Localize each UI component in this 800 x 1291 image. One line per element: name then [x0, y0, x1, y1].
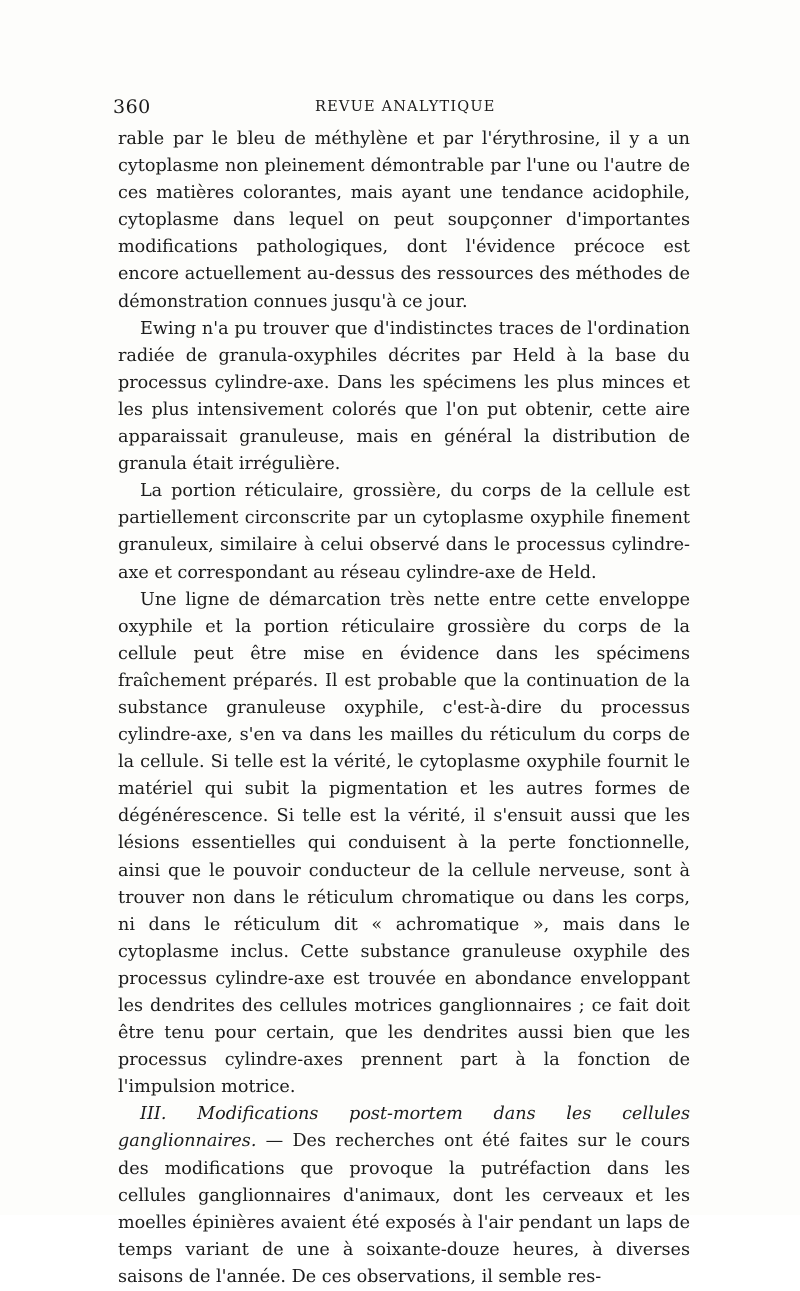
- body-text: [118, 126, 690, 1291]
- paragraph-continuation: rable par le bleu de méthylène et par l'érythrosine, il y a un cytoplasme non pleinement démontrable par l'une ou l'autre de ces matières colorantes, mais ayant une tendance acidophile, cytoplasme dans lequel on peut soupçonner d'importantes modifications pathologiques, dont l'évidence précoce est encore actuellement au-dessus des ressources des méthodes de démonstration connues jusqu'à ce jour.: [118, 129, 690, 312]
- section-text: — Des recherches ont été faites sur le cours des modifications que provoque la putréfaction dans les cellules ganglionnaires d'animaux, dont les cerveaux et les moelles épinières avaient été exposés à l'air pendant un laps de temps variant de une à soixante-douze heures, à diverses saisons de l'année. De ces observations, il semble res-: [118, 1131, 690, 1287]
- section-title: III. Modifications post-mortem dans les cellules ganglionnaires.: [118, 1104, 690, 1152]
- page-header: [113, 96, 688, 124]
- paragraph-ewing: Ewing n'a pu trouver que d'indistinctes traces de l'ordination radiée de granula-oxyphiles décrites par Held à la base du processus cylindre-axe. Dans les spécimens les plus minces et les plus intensivement colorés que l'on put obtenir, cette aire apparaissait granuleuse, mais en général la distribution de granula était irrégulière.: [118, 318, 690, 475]
- paragraph-demarcation: Une ligne de démarcation très nette entre cette enveloppe oxyphile et la portion réticulaire grossière du corps de la cellule peut être mise en évidence dans les spécimens fraîchement préparés. Il est probable que la continuation de la substance granuleuse oxyphile, c'est-à-dire du processus cylindre-axe, s'en va dans les mailles du réticulum du corps de la cellule. Si telle est la vérité, le cytoplasme oxyphile fournit le matériel qui subit la pigmentation et les autres formes de dégénérescence. Si telle est la vérité, il s'ensuit aussi que les lésions essentielles qui conduisent à la perte fonctionnelle, ainsi que le pouvoir conducteur de la cellule nerveuse, sont à trouver non dans le réticulum chromatique ou dans les corps, ni dans le réticulum dit « achromatique », mais dans le cytoplasme inclus. Cette substance granuleuse oxyphile des processus cylindre-axe est trouvée en abondance enveloppant les dendrites des cellules motrices ganglionnaires ; ce fait doit être tenu pour certain, que les dendrites aussi bien que les processus cylindre-axes prennent part à la fonction de l'impulsion motrice.: [118, 589, 690, 1098]
- paragraph-section-iii: [118, 1101, 690, 1291]
- paragraph-reticular-portion: La portion réticulaire, grossière, du corps de la cellule est partiellement circonscrite par un cytoplasme oxyphile finement granuleux, similaire à celui observé dans le processus cylindre-axe et correspondant au réseau cylindre-axe de Held.: [118, 481, 690, 583]
- page-number: 360: [113, 96, 151, 118]
- running-title: REVUE ANALYTIQUE: [315, 99, 496, 115]
